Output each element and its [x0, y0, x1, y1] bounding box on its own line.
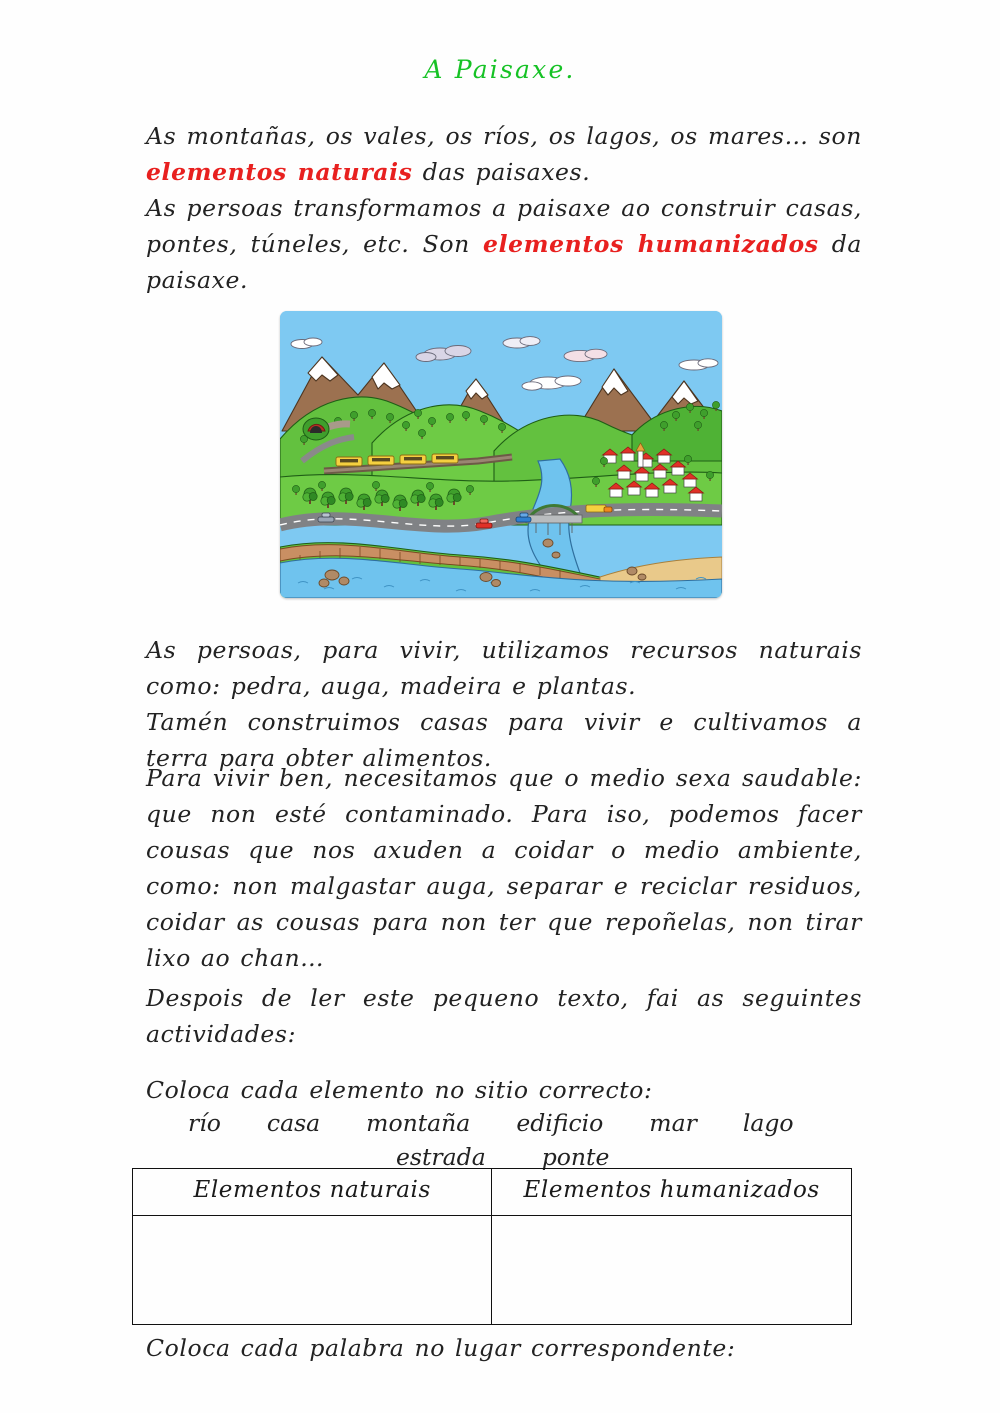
paragraph-human-elements: [146, 190, 862, 298]
word-item[interactable]: montaña: [366, 1109, 471, 1137]
word-item[interactable]: estrada: [396, 1143, 486, 1171]
word-item[interactable]: casa: [266, 1109, 321, 1137]
word-item[interactable]: ponte: [541, 1143, 610, 1171]
paragraph-houses-farming: Tamén construimos casas para vivir e cultivamos a terra para obter alimentos.: [146, 708, 862, 772]
page-title: A Paisaxe.: [424, 55, 576, 84]
table-header-row: [133, 1169, 852, 1216]
instruction-place-elements: Coloca cada elemento no sitio correcto:: [146, 1076, 653, 1104]
p2-text-b: da paisaxe.: [146, 230, 862, 294]
word-item[interactable]: mar: [649, 1109, 697, 1137]
word-item[interactable]: lago: [742, 1109, 794, 1137]
table-row: [133, 1216, 852, 1325]
classification-table: [132, 1168, 852, 1325]
instruction-place-words: Coloca cada palabra no lugar correspondente:: [146, 1334, 736, 1362]
highlight-elementos-naturais: elementos naturais: [146, 158, 413, 186]
landscape-svg: [280, 311, 722, 598]
word-item[interactable]: río: [188, 1109, 221, 1137]
table-header-natural: Elementos naturais: [133, 1169, 492, 1216]
word-item[interactable]: edificio: [516, 1109, 604, 1137]
landscape-illustration: [280, 311, 722, 598]
highlight-elementos-humanizados: elementos humanizados: [483, 230, 819, 258]
word-bank-row-1: [146, 1106, 862, 1140]
paragraph-resources: As persoas, para vivir, utilizamos recursos naturais como: pedra, auga, madeira e plantas.: [146, 636, 862, 700]
p2-text-a: As persoas transformamos a paisaxe ao construir casas, pontes, túneles, etc. Son: [146, 194, 862, 258]
paragraph-environment: Para vivir ben, necesitamos que o medio sexa saudable: que non esté contaminado. Para iso, podemos facer cousas que nos axuden a coidar o medio ambiente, como: non malgastar auga, separar e reciclar residuos, coidar as cousas para non ter que repoñelas, non tirar lixo ao chan…: [146, 764, 862, 972]
p1-text-a: As montañas, os vales, os ríos, os lagos, os mares… son: [146, 122, 862, 150]
table-cell-natural-answers[interactable]: [133, 1216, 492, 1325]
instruction-activities: Despois de ler este pequeno texto, fai as seguintes actividades:: [146, 984, 862, 1048]
table-header-humanized: Elementos humanizados: [492, 1169, 852, 1216]
p1-text-b: das paisaxes.: [412, 158, 591, 186]
word-bank: [146, 1106, 862, 1174]
paragraph-natural-elements: [146, 118, 862, 190]
table-cell-humanized-answers[interactable]: [492, 1216, 852, 1325]
